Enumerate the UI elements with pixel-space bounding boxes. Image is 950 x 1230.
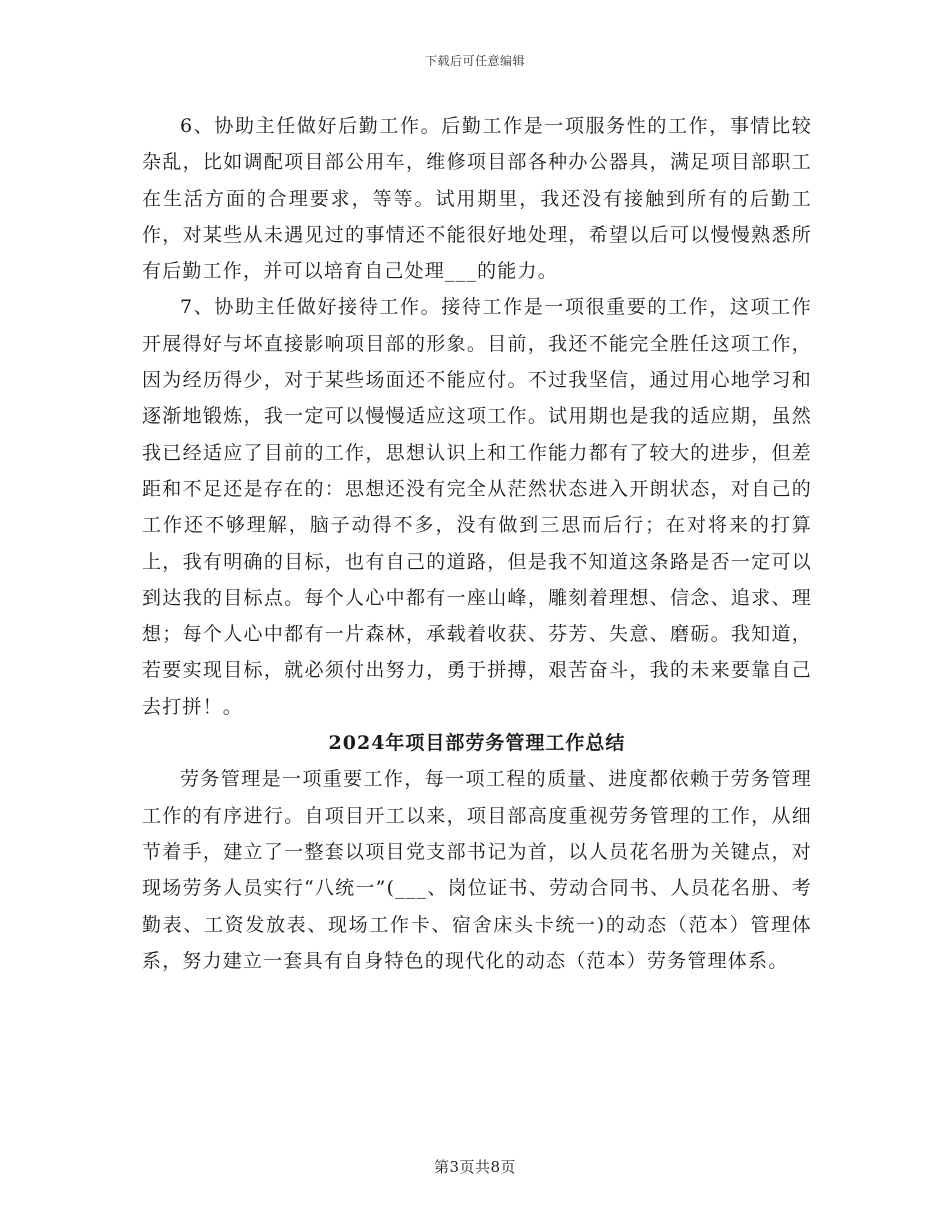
paragraph-item-7: 7、协助主任做好接待工作。接待工作是一项很重要的工作，这项工作开展得好与坏直接影响项目部的形象。目前，我还不能完全胜任这项工作，因为经历得少，对于某些场面还不能应付。不过我坚信，通过用心地学习和逐渐地锻炼，我一定可以慢慢适应这项工作。试用期也是我的适应期，虽然我已经适应了目前的工作，思想认识上和工作能力都有了较大的进步，但差距和不足还是存在的：思想还没有完全从茫然状态进入开朗状态，对自己的工作还不够理解，脑子动得不多，没有做到三思而后行；在对将来的打算上，我有明确的目标，也有自己的道路，但是我不知道这条路是否一定可以到达我的目标点。每个人心中都有一座山峰，雕刻着理想、信念、追求、理想；每个人心中都有一片森林，承载着收获、芬芳、失意、磨砺。我知道，若要实现目标，就必须付出努力，勇于拼搏，艰苦奋斗，我的未来要靠自己去打拼！。 [142, 296, 812, 718]
page-header: 下载后可任意编辑 [424, 54, 525, 68]
page-number: 第3页共8页 [433, 1158, 517, 1176]
paragraph-item-6: 6、协助主任做好后勤工作。后勤工作是一项服务性的工作，事情比较杂乱，比如调配项目部公用车，维修项目部各种办公器具，满足项目部职工在生活方面的合理要求，等等。试用期里，我还没有接触到所有的后勤工作，对某些从未遇见过的事情还不能很好地处理，希望以后可以慢慢熟悉所有后勤工作，并可以培育自己处理___的能力。 [142, 115, 812, 283]
document-body [142, 108, 812, 979]
section-paragraph: 劳务管理是一项重要工作，每一项工程的质量、进度都依赖于劳务管理工作的有序进行。自项目开工以来，项目部高度重视劳务管理的工作，从细节着手，建立了一整套以项目党支部书记为首，以人员花名册为关键点，对现场劳务人员实行“八统一”(___、岗位证书、劳动合同书、人员花名册、考勤表、工资发放表、现场工作卡、宿舍床头卡统一)的动态（范本）管理体系，努力建立一套具有自身特色的现代化的动态（范本）劳务管理体系。 [142, 768, 812, 972]
section-title: 2024年项目部劳务管理工作总结 [328, 732, 626, 755]
